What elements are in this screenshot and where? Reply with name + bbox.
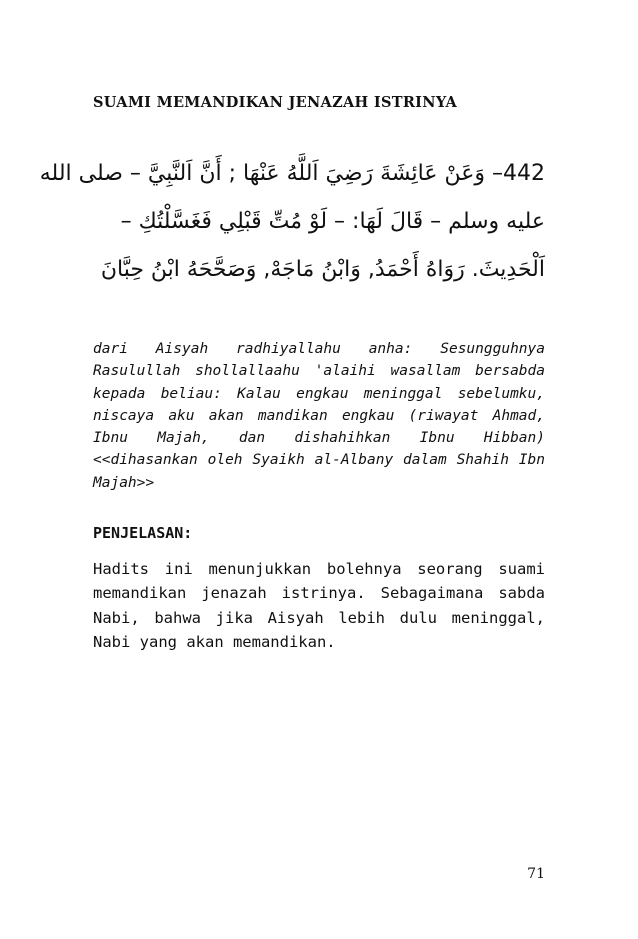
explanation-heading: PENJELASAN: xyxy=(93,524,193,542)
page-number: 71 xyxy=(527,866,545,882)
arabic-line-2: عليه وسلم – قَالَ لَهَا: – لَوْ مُتِّ قَبْلِي فَغَسَّلْتُكِ – xyxy=(120,209,545,234)
explanation-paragraph: Hadits ini menunjukkan bolehnya seorang suami memandikan jenazah istrinya. Sebagaimana sabda Nabi, bahwa jika Aisyah lebih dulu meninggal, Nabi yang akan memandikan. xyxy=(93,560,545,651)
chapter-heading: SUAMI MEMANDIKAN JENAZAH ISTRINYA xyxy=(93,94,458,111)
arabic-hadith-text xyxy=(39,150,545,294)
arabic-line-1: 442– وَعَنْ عَائِشَةَ رَضِيَ اَللَّهُ عَنْهَا ; أَنَّ اَلنَّبِيَّ – صلى الله xyxy=(39,161,545,186)
translation-paragraph: dari Aisyah radhiyallahu anha: Sesungguhnya Rasulullah shollallaahu 'alaihi wasallam bersabda kepada beliau: Kalau engkau meninggal sebelumku, niscaya aku akan mandikan engkau (riwayat Ahmad, Ibnu Majah, dan dishahihkan Ibnu Hibban)<<dihasankan oleh Syaikh al-Albany dalam Shahih Ibn Majah>> xyxy=(93,341,545,491)
arabic-line-3: اَلْحَدِيثَ. رَوَاهُ أَحْمَدُ, وَابْنُ مَاجَهْ, وَصَحَّحَهُ ابْنُ حِبَّانَ xyxy=(100,257,545,282)
